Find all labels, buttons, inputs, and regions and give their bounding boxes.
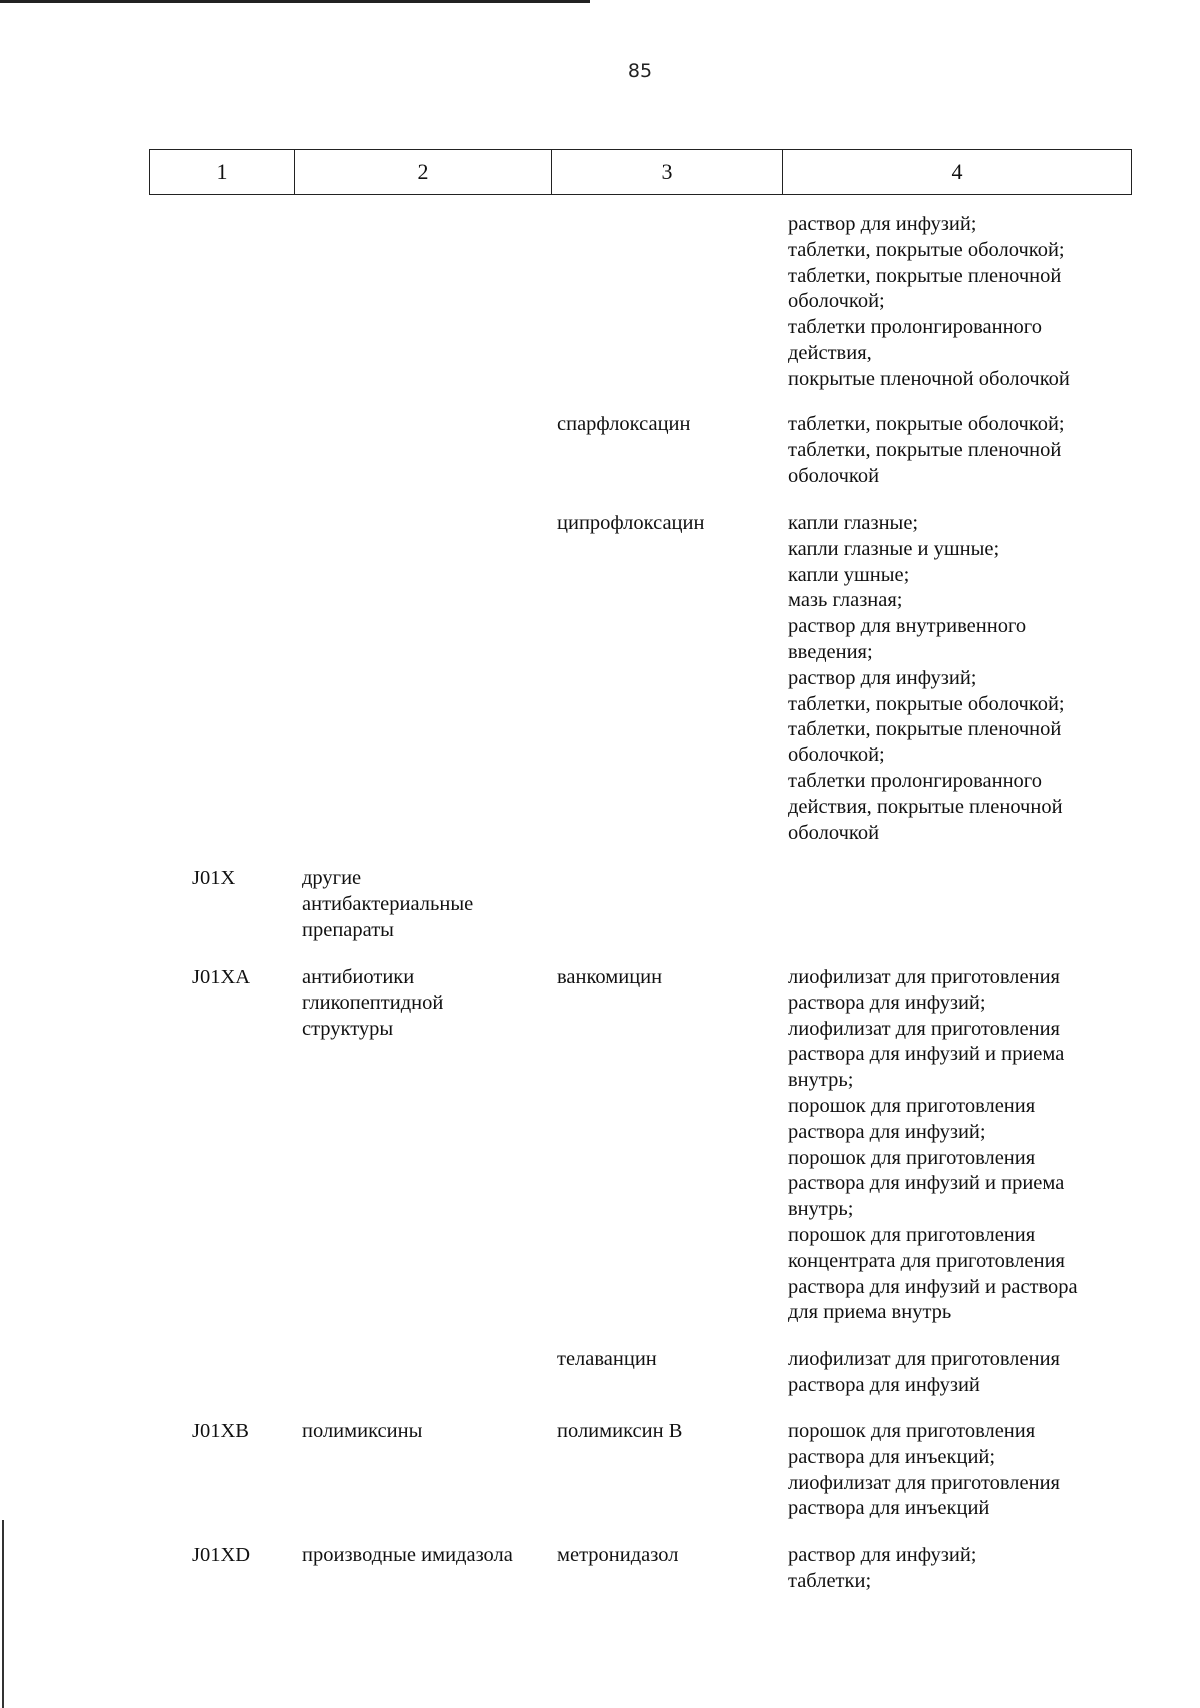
header-col-2: 2 xyxy=(295,150,552,194)
group-line: гликопептидной xyxy=(302,991,444,1014)
form-line: раствор для инфузий; xyxy=(788,213,977,235)
form-line: оболочкой; xyxy=(788,290,885,313)
form-line: лиофилизат для приготовления xyxy=(788,1348,1060,1370)
form-line: лиофилизат для приготовления xyxy=(788,1471,1060,1494)
form-line: раствор для инфузий; xyxy=(788,666,977,689)
group-line: антибиотики xyxy=(302,966,415,988)
group-name xyxy=(302,866,552,943)
form-line: действия, покрытые пленочной xyxy=(788,795,1063,818)
drug-name: спарфлоксацин xyxy=(557,413,691,435)
group-line: структуры xyxy=(302,1017,394,1040)
group-name xyxy=(302,1419,552,1445)
form-line: таблетки, покрытые оболочкой; xyxy=(788,413,1065,435)
form-line: оболочкой xyxy=(788,821,880,844)
form-line: таблетки, покрытые оболочкой; xyxy=(788,692,1065,715)
atc-code: J01XD xyxy=(192,1544,251,1566)
form-line: раствора для инфузий и раствора xyxy=(788,1275,1078,1298)
group-name xyxy=(302,965,552,1042)
form-line: таблетки, покрытые пленочной xyxy=(788,438,1062,461)
group-name xyxy=(302,1543,552,1569)
form-line: раствор для инфузий; xyxy=(788,1544,977,1566)
form-line: раствора для инъекций xyxy=(788,1497,990,1520)
group-line: антибактериальные xyxy=(302,892,474,915)
form-line: капли глазные и ушные; xyxy=(788,537,1000,560)
form-line: таблетки пролонгированного xyxy=(788,769,1042,792)
form-line: концентрата для приготовления xyxy=(788,1249,1065,1272)
form-line: таблетки; xyxy=(788,1569,872,1592)
form-line: раствора для инфузий и приема xyxy=(788,1172,1065,1195)
header-col-3: 3 xyxy=(552,150,783,194)
form-line: действия, xyxy=(788,341,872,364)
atc-code: J01X xyxy=(192,867,236,889)
form-line: таблетки пролонгированного xyxy=(788,316,1042,339)
table-row-forms xyxy=(788,965,1128,1326)
scan-edge-top xyxy=(0,0,590,3)
form-line: раствора для инфузий и приема xyxy=(788,1043,1065,1066)
table-row-forms xyxy=(788,1347,1128,1399)
form-line: порошок для приготовления xyxy=(788,1094,1036,1117)
form-line: таблетки, покрытые пленочной xyxy=(788,264,1062,287)
table-row-forms xyxy=(788,212,1128,393)
form-line: лиофилизат для приготовления xyxy=(788,1017,1060,1040)
form-line: раствора для инфузий xyxy=(788,1373,980,1396)
atc-code: J01XB xyxy=(192,1420,249,1442)
table-row-forms xyxy=(788,1543,1128,1595)
form-line: покрытые пленочной оболочкой xyxy=(788,367,1070,390)
drug-name: метронидазол xyxy=(557,1544,679,1566)
page-number: 85 xyxy=(627,60,653,82)
form-line: введения; xyxy=(788,640,873,663)
scan-edge-left xyxy=(2,1520,4,1708)
atc-code: J01XA xyxy=(192,966,251,988)
form-line: мазь глазная; xyxy=(788,589,903,612)
drug-name: полимиксин В xyxy=(557,1420,683,1442)
form-line: раствор для внутривенного xyxy=(788,615,1027,638)
table-row-forms xyxy=(788,1419,1128,1522)
form-line: оболочкой; xyxy=(788,744,885,767)
drug-name: ципрофлоксацин xyxy=(557,512,705,534)
form-line: для приема внутрь xyxy=(788,1301,952,1324)
form-line: капли глазные; xyxy=(788,512,919,534)
form-line: порошок для приготовления xyxy=(788,1420,1036,1442)
form-line: раствора для инфузий; xyxy=(788,991,986,1014)
form-line: раствора для инъекций; xyxy=(788,1445,996,1468)
form-line: внутрь; xyxy=(788,1198,854,1221)
drug-name: телаванцин xyxy=(557,1348,657,1370)
header-col-4: 4 xyxy=(951,159,963,184)
form-line: оболочкой xyxy=(788,464,880,487)
header-col-1: 1 xyxy=(150,150,295,194)
group-line: производные имидазола xyxy=(302,1544,513,1566)
form-line: порошок для приготовления xyxy=(788,1223,1036,1246)
form-line: лиофилизат для приготовления xyxy=(788,966,1060,988)
form-line: порошок для приготовления xyxy=(788,1146,1036,1169)
form-line: капли ушные; xyxy=(788,563,910,586)
table-row-forms xyxy=(788,511,1128,846)
form-line: таблетки, покрытые оболочкой; xyxy=(788,238,1065,261)
drug-name: ванкомицин xyxy=(557,966,663,988)
group-line: полимиксины xyxy=(302,1420,423,1442)
table-header xyxy=(149,149,1132,195)
group-line: другие xyxy=(302,867,362,889)
table-row-forms xyxy=(788,412,1128,489)
form-line: раствора для инфузий; xyxy=(788,1120,986,1143)
form-line: таблетки, покрытые пленочной xyxy=(788,718,1062,741)
form-line: внутрь; xyxy=(788,1069,854,1092)
group-line: препараты xyxy=(302,918,394,941)
